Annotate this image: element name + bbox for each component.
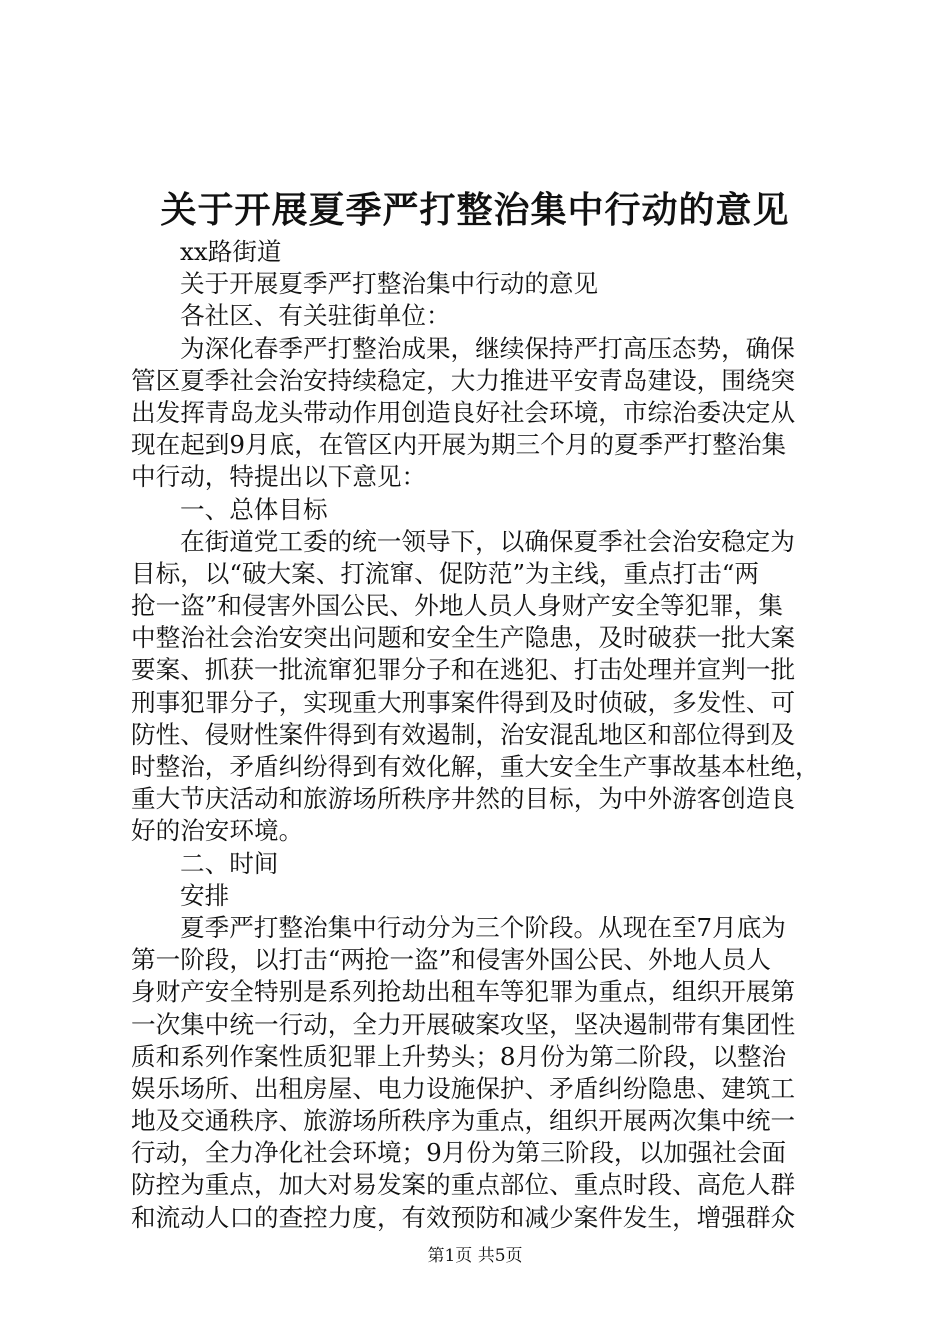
body-line: 出发挥青岛龙头带动作用创造良好社会环境，市综治委决定从 bbox=[131, 397, 796, 427]
body-line: 第一阶段，以打击“两抢一盗”和侵害外国公民、外地人员人 bbox=[131, 945, 771, 975]
page-footer: 第1页 共5页 bbox=[427, 1246, 523, 1266]
body-line: 行动，全力净化社会环境；9月份为第三阶段，以加强社会面 bbox=[131, 1138, 787, 1168]
body-line: 时整治，矛盾纠纷得到有效化解，重大安全生产事故基本杜绝， bbox=[131, 752, 820, 781]
body-line: 重大节庆活动和旅游场所秩序井然的目标，为中外游客创造良 bbox=[131, 784, 796, 814]
body-line: 二、时间 bbox=[180, 848, 279, 878]
body-line: 防性、侵财性案件得到有效遏制，治安混乱地区和部位得到及 bbox=[131, 719, 796, 749]
body-line: 要案、抓获一批流窜犯罪分子和在逃犯、打击处理并宣判一批 bbox=[131, 655, 796, 685]
document-body bbox=[131, 236, 831, 1234]
body-line: 现在起到9月底，在管区内开展为期三个月的夏季严打整治集 bbox=[131, 430, 787, 460]
body-line: 防控为重点，加大对易发案的重点部位、重点时段、高危人群 bbox=[131, 1170, 796, 1200]
body-line: xx路街道 bbox=[180, 237, 282, 266]
body-line: 安排 bbox=[180, 880, 230, 910]
body-line: 质和系列作案性质犯罪上升势头；8月份为第二阶段，以整治 bbox=[131, 1041, 787, 1071]
body-line: 一、总体目标 bbox=[180, 494, 328, 524]
body-line: 一次集中统一行动，全力开展破案攻坚，坚决遏制带有集团性 bbox=[131, 1009, 796, 1039]
body-line: 身财产安全特别是系列抢劫出租车等犯罪为重点，组织开展第 bbox=[131, 977, 796, 1007]
body-line: 各社区、有关驻街单位： bbox=[180, 301, 451, 331]
body-line: 关于开展夏季严打整治集中行动的意见 bbox=[180, 269, 599, 299]
document-title: 关于开展夏季严打整治集中行动的意见 bbox=[160, 189, 790, 231]
body-line: 中行动，特提出以下意见： bbox=[131, 462, 427, 492]
body-line: 在街道党工委的统一领导下，以确保夏季社会治安稳定为 bbox=[180, 526, 795, 556]
body-line: 目标，以“破大案、打流窜、促防范”为主线，重点打击“两 bbox=[131, 558, 759, 588]
body-line: 夏季严打整治集中行动分为三个阶段。从现在至7月底为 bbox=[180, 912, 786, 942]
body-line: 娱乐场所、出租房屋、电力设施保护、矛盾纠纷隐患、建筑工 bbox=[131, 1073, 796, 1103]
body-line: 和流动人口的查控力度，有效预防和减少案件发生，增强群众 bbox=[131, 1202, 796, 1232]
body-line: 刑事犯罪分子，实现重大刑事案件得到及时侦破，多发性、可 bbox=[131, 687, 796, 717]
body-line: 中整治社会治安突出问题和安全生产隐患，及时破获一批大案 bbox=[131, 623, 796, 653]
body-line: 好的治安环境。 bbox=[131, 816, 304, 846]
body-line: 抢一盗”和侵害外国公民、外地人员人身财产安全等犯罪，集 bbox=[131, 591, 784, 621]
body-line: 为深化春季严打整治成果，继续保持严打高压态势，确保 bbox=[180, 333, 795, 363]
body-line: 管区夏季社会治安持续稳定，大力推进平安青岛建设，围绕突 bbox=[131, 365, 796, 395]
body-line: 地及交通秩序、旅游场所秩序为重点，组织开展两次集中统一 bbox=[131, 1106, 796, 1136]
